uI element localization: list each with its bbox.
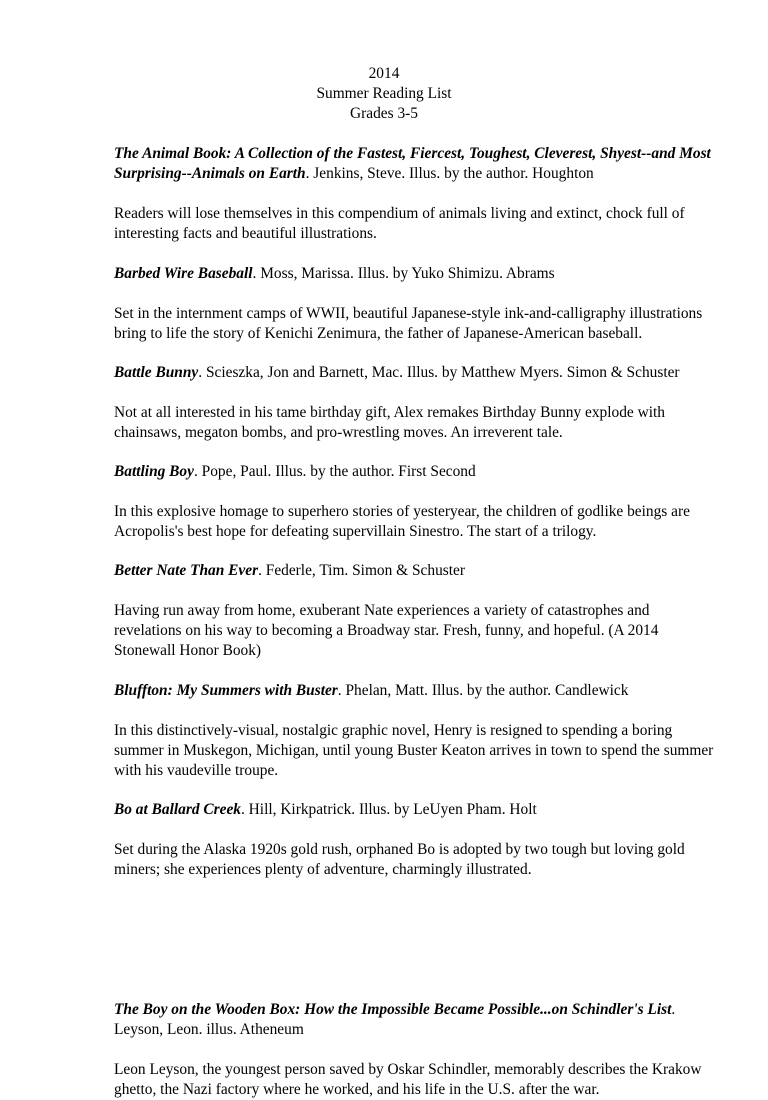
book-title: The Boy on the Wooden Box: How the Impossible Became Possible...on Schindler's List [114, 1001, 672, 1018]
book-entry-boy-on-the-wooden-box [114, 1000, 714, 1100]
book-title-line [114, 800, 714, 820]
book-title: The Animal Book: A Collection of the Fastest, Fiercest, Toughest, Cleverest, Shyest--and Most Surprising--Animals on Earth [114, 145, 711, 182]
book-details: . Scieszka, Jon and Barnett, Mac. Illus. by Matthew Myers. Simon & Schuster [198, 364, 680, 381]
heading-grades: Grades 3-5 [350, 105, 418, 122]
book-title: Battle Bunny [114, 364, 199, 381]
book-entry-better-nate-than-ever [114, 561, 714, 661]
book-title-line [114, 363, 714, 383]
book-description: Set during the Alaska 1920s gold rush, orphaned Bo is adopted by two tough but loving gold miners; she experiences plenty of adventure, charmingly illustrated. [114, 841, 685, 878]
book-entry-battle-bunny [114, 363, 714, 443]
book-details: . Phelan, Matt. Illus. by the author. Candlewick [337, 682, 629, 699]
book-title: Bo at Ballard Creek [114, 801, 241, 818]
book-details: . Pope, Paul. Illus. by the author. First Second [193, 463, 476, 480]
book-title-line [114, 681, 714, 701]
book-details: . Leyson, Leon. illus. Atheneum [114, 1001, 676, 1038]
book-entry-bo-at-ballard-creek [114, 800, 714, 880]
book-entry-bluffton [114, 681, 714, 781]
book-entry-battling-boy [114, 462, 714, 542]
book-details: . Jenkins, Steve. Illus. by the author. Houghton [305, 165, 594, 182]
book-title-line [114, 264, 714, 284]
book-title: Barbed Wire Baseball [114, 265, 253, 282]
book-details: . Federle, Tim. Simon & Schuster [258, 562, 465, 579]
book-description: In this distinctively-visual, nostalgic graphic novel, Henry is resigned to spending a boring summer in Muskegon, Michigan, until young Buster Keaton arrives in town to spend the summer with his vaudeville troupe. [114, 722, 714, 779]
book-title-line [114, 561, 714, 581]
list-heading [114, 64, 654, 124]
book-title: Bluffton: My Summers with Buster [114, 682, 338, 699]
heading-year: 2014 [368, 65, 400, 82]
book-description: Leon Leyson, the youngest person saved by Oskar Schindler, memorably describes the Krakow ghetto, the Nazi factory where he worked, and his life in the U.S. after the war. [114, 1061, 702, 1098]
book-description: In this explosive homage to superhero stories of yesteryear, the children of godlike beings are Acropolis's best hope for defeating supervillain Sinestro. The start of a trilogy. [114, 503, 690, 540]
book-title-line [114, 144, 714, 184]
book-description: Not at all interested in his tame birthday gift, Alex remakes Birthday Bunny explode with chainsaws, megaton bombs, and pro-wrestling moves. An irreverent tale. [114, 404, 665, 441]
book-description: Set in the internment camps of WWII, beautiful Japanese-style ink-and-calligraphy illustrations bring to life the story of Kenichi Zenimura, the father of Japanese-American baseball. [114, 305, 703, 342]
heading-title: Summer Reading List [316, 85, 452, 102]
book-title-line [114, 1000, 714, 1040]
book-title: Battling Boy [114, 463, 194, 480]
book-details: . Moss, Marissa. Illus. by Yuko Shimizu. Abrams [252, 265, 555, 282]
book-details: . Hill, Kirkpatrick. Illus. by LeUyen Pham. Holt [240, 801, 537, 818]
book-entry-barbed-wire-baseball [114, 264, 714, 344]
book-description: Having run away from home, exuberant Nate experiences a variety of catastrophes and revelations on his way to becoming a Broadway star. Fresh, funny, and hopeful. (A 2014 Stonewall Honor Book) [114, 602, 659, 659]
document-page [114, 0, 714, 1098]
book-title: Better Nate Than Ever [114, 562, 259, 579]
book-description: Readers will lose themselves in this compendium of animals living and extinct, chock full of interesting facts and beautiful illustrations. [114, 205, 685, 242]
book-entry-animal-book [114, 144, 714, 244]
book-title-line [114, 462, 714, 482]
